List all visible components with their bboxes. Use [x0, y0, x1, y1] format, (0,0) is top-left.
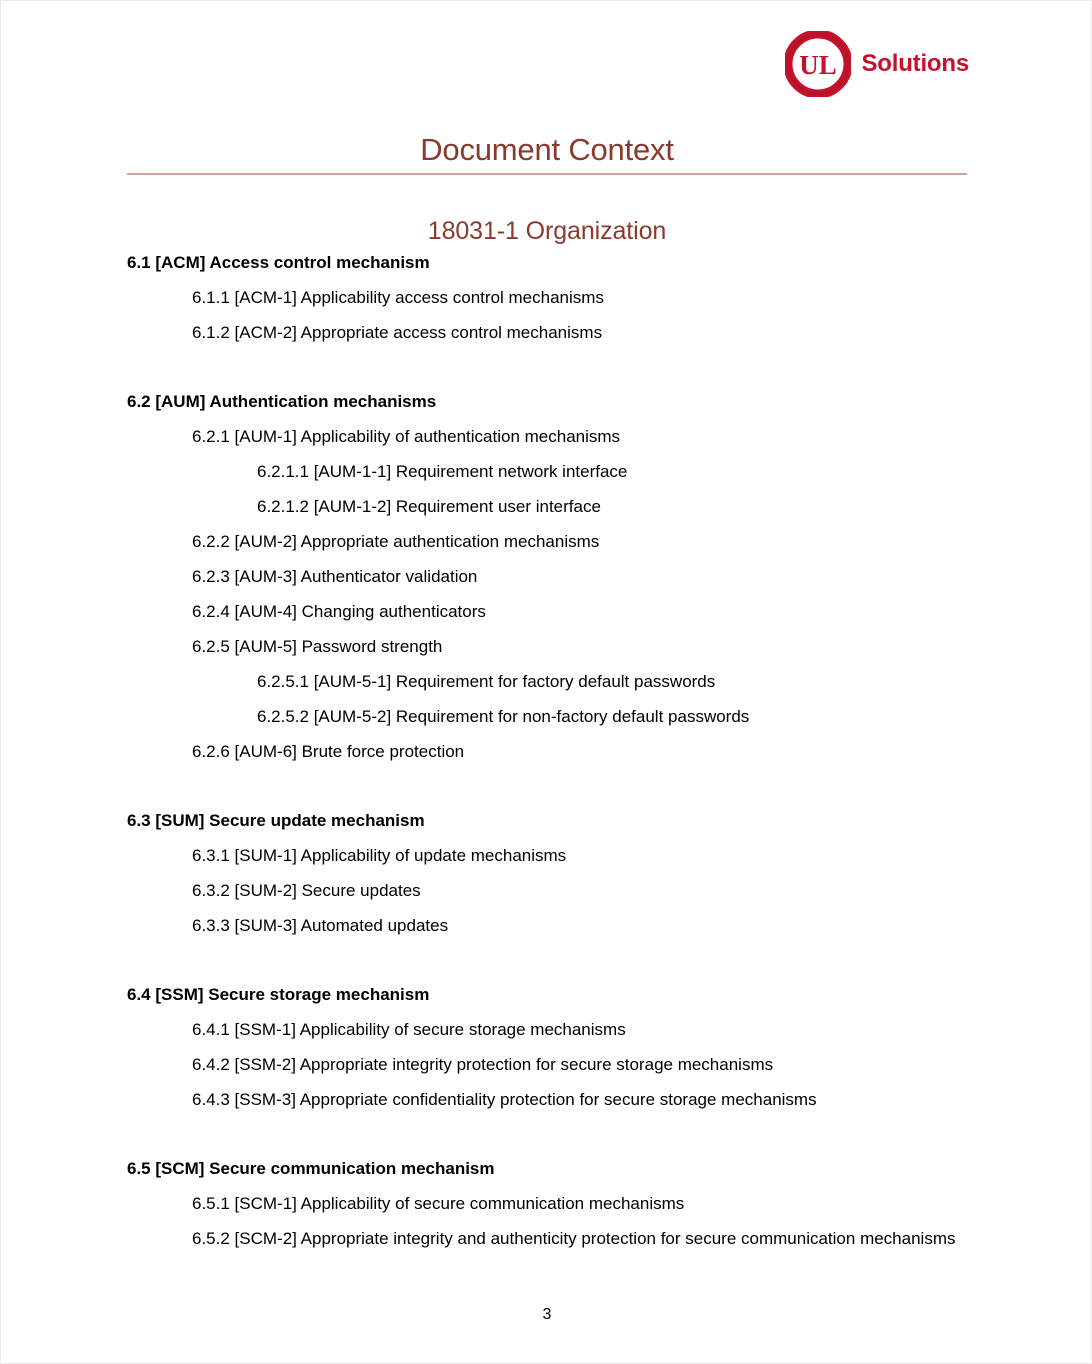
outline-item: 6.2.4 [AUM-4] Changing authenticators — [192, 602, 486, 621]
outline-item: 6.2.5.2 [AUM-5-2] Requirement for non-factory default passwords — [257, 707, 750, 726]
outline-heading: 6.1 [ACM] Access control mechanism — [127, 253, 430, 272]
title-divider — [127, 173, 967, 175]
outline-item: 6.2.2 [AUM-2] Appropriate authentication mechanisms — [192, 532, 600, 551]
outline-item: 6.4.1 [SSM-1] Applicability of secure storage mechanisms — [192, 1020, 626, 1039]
outline-item: 6.2.5.1 [AUM-5-1] Requirement for factory default passwords — [257, 672, 716, 691]
outline-item: 6.2.6 [AUM-6] Brute force protection — [192, 742, 465, 761]
ul-circle-logo-icon — [785, 31, 851, 97]
outline-item: 6.3.3 [SUM-3] Automated updates — [192, 916, 449, 935]
document-outline — [127, 245, 967, 1256]
outline-item: 6.2.3 [AUM-3] Authenticator validation — [192, 567, 478, 586]
outline-item: 6.2.1.1 [AUM-1-1] Requirement network interface — [257, 462, 628, 481]
page-subtitle: 18031-1 Organization — [427, 217, 667, 245]
section-spacer — [127, 1117, 967, 1151]
svg-text:UL: UL — [799, 50, 838, 80]
outline-heading: 6.4 [SSM] Secure storage mechanism — [127, 985, 430, 1004]
section-spacer — [127, 350, 967, 384]
section-spacer — [127, 769, 967, 803]
outline-heading: 6.2 [AUM] Authentication mechanisms — [127, 392, 437, 411]
outline-heading: 6.5 [SCM] Secure communication mechanism — [127, 1159, 495, 1178]
outline-item: 6.1.1 [ACM-1] Applicability access control mechanisms — [192, 288, 604, 307]
section-spacer — [127, 943, 967, 977]
outline-item: 6.5.1 [SCM-1] Applicability of secure communication mechanisms — [192, 1194, 685, 1213]
outline-item: 6.3.2 [SUM-2] Secure updates — [192, 881, 421, 900]
outline-item: 6.3.1 [SUM-1] Applicability of update mechanisms — [192, 846, 567, 865]
outline-item: 6.4.3 [SSM-3] Appropriate confidentiality protection for secure storage mechanisms — [192, 1090, 817, 1109]
outline-item: 6.2.1 [AUM-1] Applicability of authentication mechanisms — [192, 427, 621, 446]
outline-item: 6.1.2 [ACM-2] Appropriate access control mechanisms — [192, 323, 603, 342]
outline-heading: 6.3 [SUM] Secure update mechanism — [127, 811, 425, 830]
outline-item: 6.2.1.2 [AUM-1-2] Requirement user interface — [257, 497, 601, 516]
ul-solutions-logo — [785, 31, 969, 97]
page-title: Document Context — [420, 132, 674, 167]
page-number: 3 — [542, 1306, 552, 1323]
solutions-wordmark: Solutions — [861, 50, 969, 77]
outline-item: 6.5.2 [SCM-2] Appropriate integrity and authenticity protection for secure communication mechanisms — [192, 1229, 956, 1248]
outline-item: 6.2.5 [AUM-5] Password strength — [192, 637, 443, 656]
outline-item: 6.4.2 [SSM-2] Appropriate integrity protection for secure storage mechanisms — [192, 1055, 774, 1074]
